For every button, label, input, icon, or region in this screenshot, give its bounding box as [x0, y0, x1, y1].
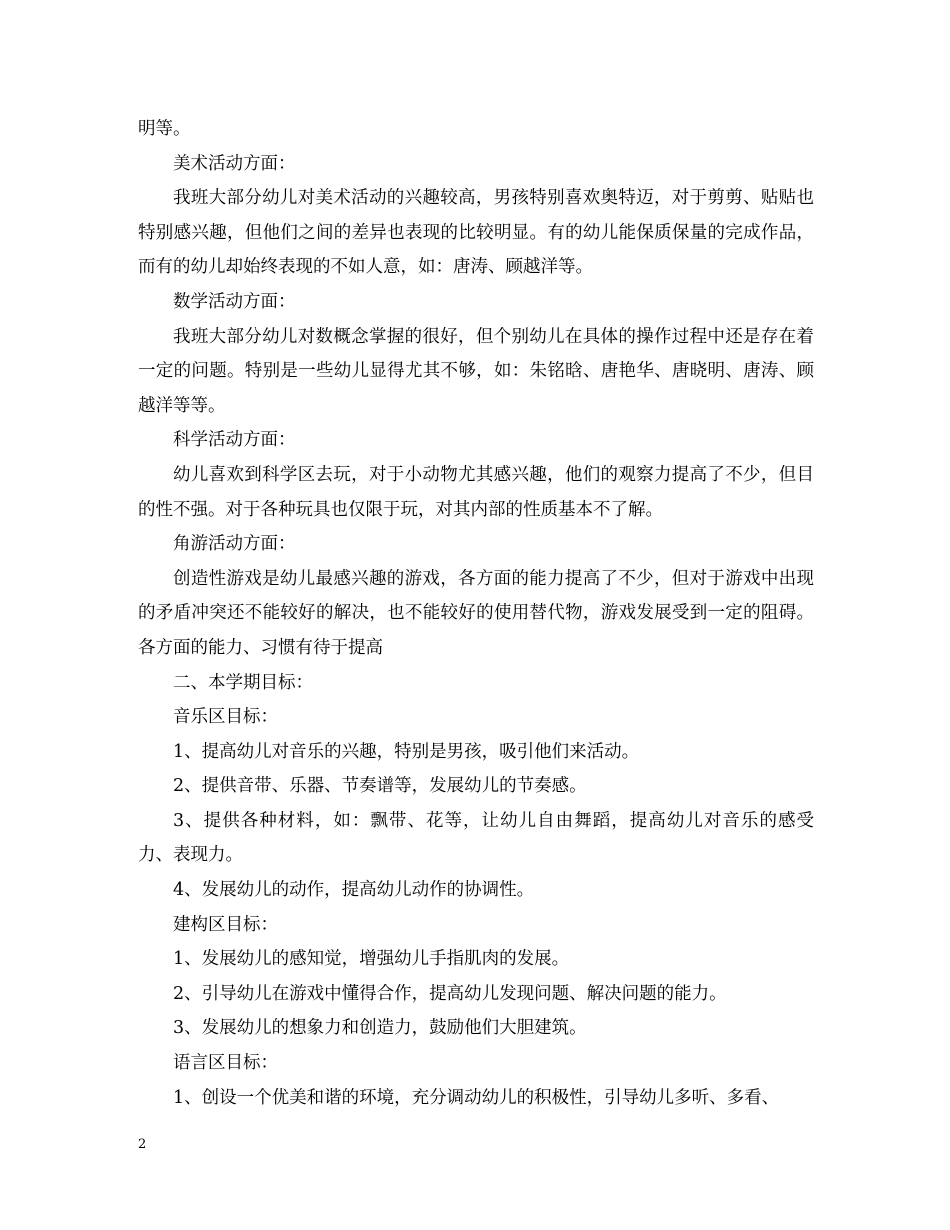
- section-heading: 二、本学期目标：: [173, 672, 313, 693]
- section-heading: 建构区目标：: [173, 914, 278, 935]
- list-item: 2、提供音带、乐器、节奏谱等，发展幼儿的节奏感。: [173, 776, 587, 797]
- section-heading: 科学活动方面：: [173, 430, 296, 451]
- section-heading: 数学活动方面：: [173, 291, 296, 312]
- paragraph: 创造性游戏是幼儿最感兴趣的游戏，各方面的能力提高了不少，但对于游戏中出现的矛盾冲突还不能较好的解决，也不能较好的使用替代物，游戏发展受到一定的阻碍。各方面的能力、习惯有待于提高: [138, 568, 814, 658]
- section-heading: 美术活动方面：: [173, 153, 296, 174]
- list-item: 1、创设一个优美和谐的环境，充分调动幼儿的积极性，引导幼儿多听、多看、: [173, 1087, 780, 1108]
- paragraph: 明等。: [138, 119, 191, 139]
- section-heading: 语言区目标：: [173, 1053, 278, 1074]
- section-heading: 角游活动方面：: [173, 534, 296, 555]
- list-item: 4、发展幼儿的动作，提高幼儿动作的协调性。: [173, 880, 535, 901]
- list-item: 1、发展幼儿的感知觉，增强幼儿手指肌肉的发展。: [173, 949, 570, 970]
- list-item: 3、发展幼儿的想象力和创造力，鼓励他们大胆建筑。: [173, 1018, 587, 1039]
- page-number: 2: [138, 1137, 147, 1152]
- list-item: 1、提高幼儿对音乐的兴趣，特别是男孩，吸引他们来活动。: [173, 741, 640, 762]
- paragraph: 我班大部分幼儿对数概念掌握的很好，但个别幼儿在具体的操作过程中还是存在着一定的问题。特别是一些幼儿显得尤其不够，如：朱铭晗、唐艳华、唐晓明、唐涛、顾越洋等等。: [138, 326, 814, 416]
- list-item: 3、提供各种材料，如：飘带、花等，让幼儿自由舞蹈，提高幼儿对音乐的感受力、表现力。: [138, 810, 814, 866]
- paragraph: 我班大部分幼儿对美术活动的兴趣较高，男孩特别喜欢奥特迈，对于剪剪、贴贴也特别感兴趣，但他们之间的差异也表现的比较明显。有的幼儿能保质保量的完成作品，而有的幼儿却始终表现的不如人意，如：唐涛、顾越洋等。: [138, 188, 814, 278]
- paragraph: 幼儿喜欢到科学区去玩，对于小动物尤其感兴趣，他们的观察力提高了不少，但目的性不强。对于各种玩具也仅限于玩，对其内部的性质基本不了解。: [138, 464, 814, 520]
- list-item: 2、引导幼儿在游戏中懂得合作，提高幼儿发现问题、解决问题的能力。: [173, 983, 727, 1004]
- page-content: [138, 112, 814, 1115]
- section-heading: 音乐区目标：: [173, 707, 278, 728]
